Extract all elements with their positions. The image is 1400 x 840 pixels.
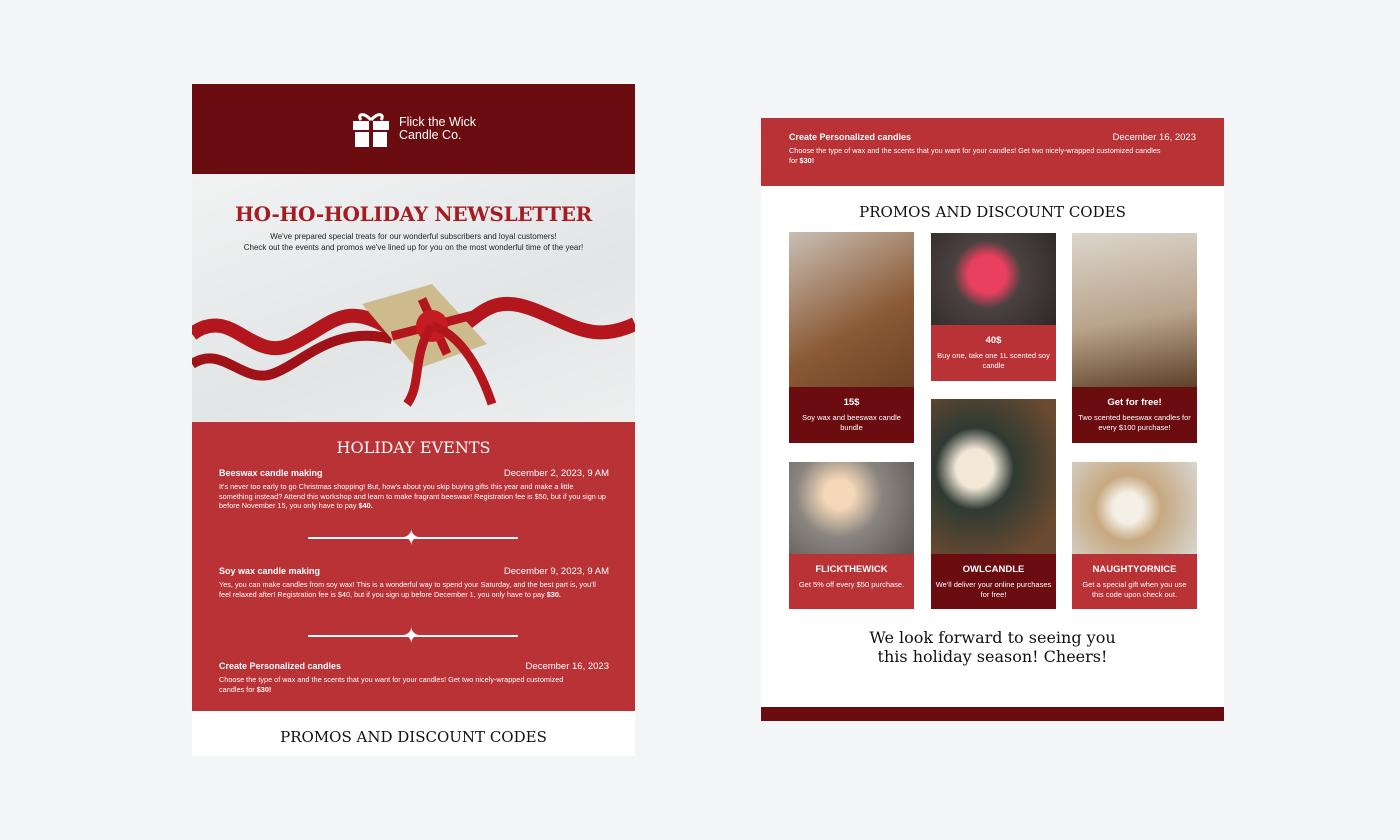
event-item: [219, 661, 609, 694]
holiday-events-section: [192, 422, 635, 711]
footer-bar: [761, 707, 1224, 721]
promo-card: [931, 233, 1056, 381]
event-item: [761, 118, 1224, 186]
header: [192, 84, 635, 174]
event-text: Choose the type of wax and the scents that you want for your candles! Get two nicely-wrapped customized candles for: [789, 146, 1161, 165]
hero-intro: [192, 231, 635, 253]
event-price: $30!: [256, 684, 272, 694]
intro-line2: Check out the events and promos we've lined up for you on the most wonderful time of the year!: [243, 243, 584, 252]
event-date: December 9, 2023, 9 AM: [503, 566, 609, 577]
event-item: [219, 468, 609, 511]
jar-candle-image: [931, 233, 1056, 325]
event-price: $40.: [358, 501, 373, 510]
brand-name: [399, 116, 476, 142]
promo-desc: We'll deliver your online purchases for free!: [935, 580, 1052, 599]
promos-title: PROMOS AND DISCOUNT CODES: [859, 203, 1126, 221]
candles-table-image: [1072, 233, 1197, 387]
promo-desc: Soy wax and beeswax candle bundle: [802, 413, 901, 432]
newsletter-title: HO-HO-HOLIDAY NEWSLETTER: [235, 202, 592, 226]
event-price: $30.: [546, 589, 561, 599]
event-title: Soy wax candle making: [219, 566, 321, 576]
promo-label: [789, 387, 914, 443]
events-title: HOLIDAY EVENTS: [336, 438, 491, 457]
closing-line2: this holiday season! Cheers!: [877, 647, 1108, 666]
promo-card: [931, 399, 1056, 609]
promo-label: [931, 325, 1056, 381]
promo-label: [1072, 387, 1197, 443]
promo-title: FLICKTHEWICK: [815, 564, 888, 575]
event-body: [789, 146, 1169, 165]
newsletter-page-2: [761, 118, 1224, 721]
hero: [192, 174, 635, 422]
closing-message: [761, 628, 1224, 666]
promo-card: [1072, 233, 1197, 443]
promo-title: 15$: [843, 397, 860, 408]
pillar-candle-image: [1072, 462, 1197, 554]
brand-line1: Flick the Wick: [398, 115, 477, 129]
promo-desc: Get a special gift when you use this code upon check out.: [1082, 580, 1187, 599]
event-price: $30!: [799, 155, 815, 165]
promos-title: PROMOS AND DISCOUNT CODES: [280, 728, 547, 746]
newsletter-page-1: [192, 84, 635, 756]
promo-label: [1072, 554, 1197, 609]
event-body: [219, 482, 609, 511]
event-body: [219, 675, 579, 694]
promo-title: NAUGHTYORNICE: [1092, 564, 1177, 575]
snowflake-icon: ✦: [402, 623, 421, 648]
promo-title: OWLCANDLE: [962, 564, 1025, 575]
promo-desc: Two scented beeswax candles for every $100 purchase!: [1078, 413, 1191, 432]
event-text: It's never too early to go Christmas shopping! But, how's about you skip buying gifts this year and make a little something instead? Attend this workshop and learn to make fragrant beeswax! Registration fee is $50, but if you sign up before November 15, you only have to pay: [219, 482, 606, 510]
snowflake-icon: ✦: [402, 525, 421, 550]
brand-line2: Candle Co.: [398, 128, 462, 142]
event-title: Create Personalized candles: [789, 132, 912, 142]
promo-desc: Buy one, take one 1L scented soy candle: [937, 351, 1050, 370]
promo-title: 40$: [985, 335, 1002, 346]
promo-card: [789, 232, 914, 443]
event-text: Choose the type of wax and the scents that you want for your candles! Get two nicely-wrapped customized candles for: [219, 675, 564, 694]
closing-line1: We look forward to seeing you: [869, 628, 1116, 647]
promo-desc: Get 5% off every $50 purchase.: [798, 580, 905, 589]
event-body: [219, 580, 609, 599]
event-date: December 16, 2023: [525, 661, 609, 672]
event-title: Create Personalized candles: [219, 661, 342, 671]
promo-label: [789, 554, 914, 609]
promo-title: Get for free!: [1107, 397, 1162, 408]
candle-pouring-image: [789, 232, 914, 387]
event-date: December 2, 2023, 9 AM: [503, 468, 609, 479]
promo-card: [1072, 462, 1197, 609]
lit-candles-image: [789, 462, 914, 554]
intro-line1: We've prepared special treats for our wonderful subscribers and loyal customers!: [270, 232, 557, 241]
event-date: December 16, 2023: [1112, 132, 1196, 143]
jar-candle-plant-image: [931, 399, 1056, 554]
event-title: Beeswax candle making: [219, 468, 323, 478]
gift-logo-icon: [351, 109, 391, 149]
promo-label: [931, 554, 1056, 609]
event-item: [219, 566, 609, 599]
gift-ribbon-image: [192, 264, 635, 422]
promo-card: [789, 462, 914, 609]
event-text: Yes, you can make candles from soy wax! This is a wonderful way to spend your Saturday, and the best part is, you'll feel relaxed after! Registration fee is $40, but if you sign up before December 1, you only have to pay: [219, 580, 596, 599]
